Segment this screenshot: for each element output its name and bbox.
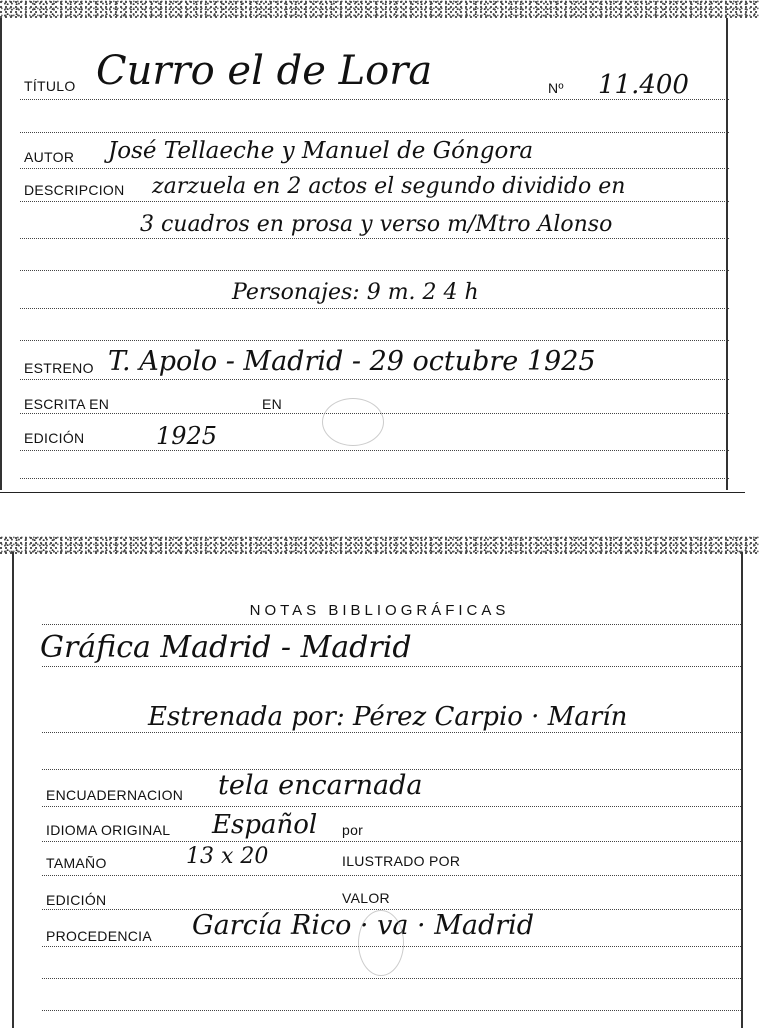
ruled-line xyxy=(20,340,729,341)
catalog-card-top xyxy=(0,0,759,492)
procedencia-value: García Rico · va · Madrid xyxy=(192,910,535,941)
ruled-line xyxy=(20,168,729,169)
edicion-bottom-label: EDICIÓN xyxy=(46,892,107,908)
ruled-line xyxy=(42,841,741,842)
titulo-label: TÍTULO xyxy=(24,78,76,94)
ruled-line xyxy=(42,1010,741,1011)
ilustrado-label: ILUSTRADO POR xyxy=(342,853,461,869)
ruled-line xyxy=(20,270,729,271)
card-right-border xyxy=(726,18,728,490)
ruled-line xyxy=(42,732,741,733)
idioma-value: Español xyxy=(212,810,318,840)
numero-label: Nº xyxy=(548,80,564,96)
idioma-label: IDIOMA ORIGINAL xyxy=(46,822,171,838)
ruled-line xyxy=(20,478,729,479)
faded-stamp xyxy=(322,398,384,446)
estreno-value: T. Apolo - Madrid - 29 octubre 1925 xyxy=(108,346,596,377)
descripcion-value-line1: zarzuela en 2 actos el segundo dividido en xyxy=(152,174,626,199)
por-label: por xyxy=(342,822,364,838)
faded-stamp xyxy=(358,910,404,976)
personajes-value: Personajes: 9 m. 2 4 h xyxy=(232,280,479,305)
ruled-line xyxy=(42,624,741,625)
ruled-line xyxy=(42,946,741,947)
card-left-border xyxy=(0,18,2,490)
en-label: EN xyxy=(262,396,283,412)
descripcion-label: DESCRIPCION xyxy=(24,182,125,198)
titulo-value: Curro el de Lora xyxy=(96,48,433,94)
encuadernacion-label: ENCUADERNACION xyxy=(46,787,184,803)
ruled-line xyxy=(20,450,729,451)
ruled-line xyxy=(42,875,741,876)
valor-label: VALOR xyxy=(342,890,390,906)
ruled-line xyxy=(20,308,729,309)
notas-bibliograficas-heading: NOTAS BIBLIOGRÁFICAS xyxy=(249,602,510,619)
numero-value: 11.400 xyxy=(598,70,689,100)
autor-label: AUTOR xyxy=(24,149,75,165)
descripcion-value-line2: 3 cuadros en prosa y verso m/Mtro Alonso xyxy=(140,212,613,237)
notes-line-1: Gráfica Madrid - Madrid xyxy=(40,630,412,665)
card-edge-texture xyxy=(0,0,759,18)
card-separator xyxy=(0,492,745,493)
notes-line-2: Estrenada por: Pérez Carpio · Marín xyxy=(148,702,628,732)
estreno-label: ESTRENO xyxy=(24,360,94,376)
card-edge-texture xyxy=(0,536,759,554)
ruled-line xyxy=(20,379,729,380)
ruled-line xyxy=(42,978,741,979)
ruled-line xyxy=(20,238,729,239)
ruled-line xyxy=(20,132,729,133)
encuadernacion-value: tela encarnada xyxy=(218,770,423,801)
edicion-value: 1925 xyxy=(156,422,218,450)
edicion-label: EDICIÓN xyxy=(24,430,85,446)
tamano-label: TAMAÑO xyxy=(46,855,107,871)
procedencia-label: PROCEDENCIA xyxy=(46,928,152,944)
card-left-border xyxy=(12,552,14,1028)
ruled-line xyxy=(42,806,741,807)
ruled-line xyxy=(20,99,729,100)
ruled-line xyxy=(42,666,741,667)
tamano-value: 13 x 20 xyxy=(186,844,269,869)
card-right-border xyxy=(741,552,743,1028)
catalog-card-bottom xyxy=(0,532,759,1028)
escrita-en-label: ESCRITA EN xyxy=(24,396,110,412)
ruled-line xyxy=(20,201,729,202)
autor-value: José Tellaeche y Manuel de Góngora xyxy=(108,138,534,164)
